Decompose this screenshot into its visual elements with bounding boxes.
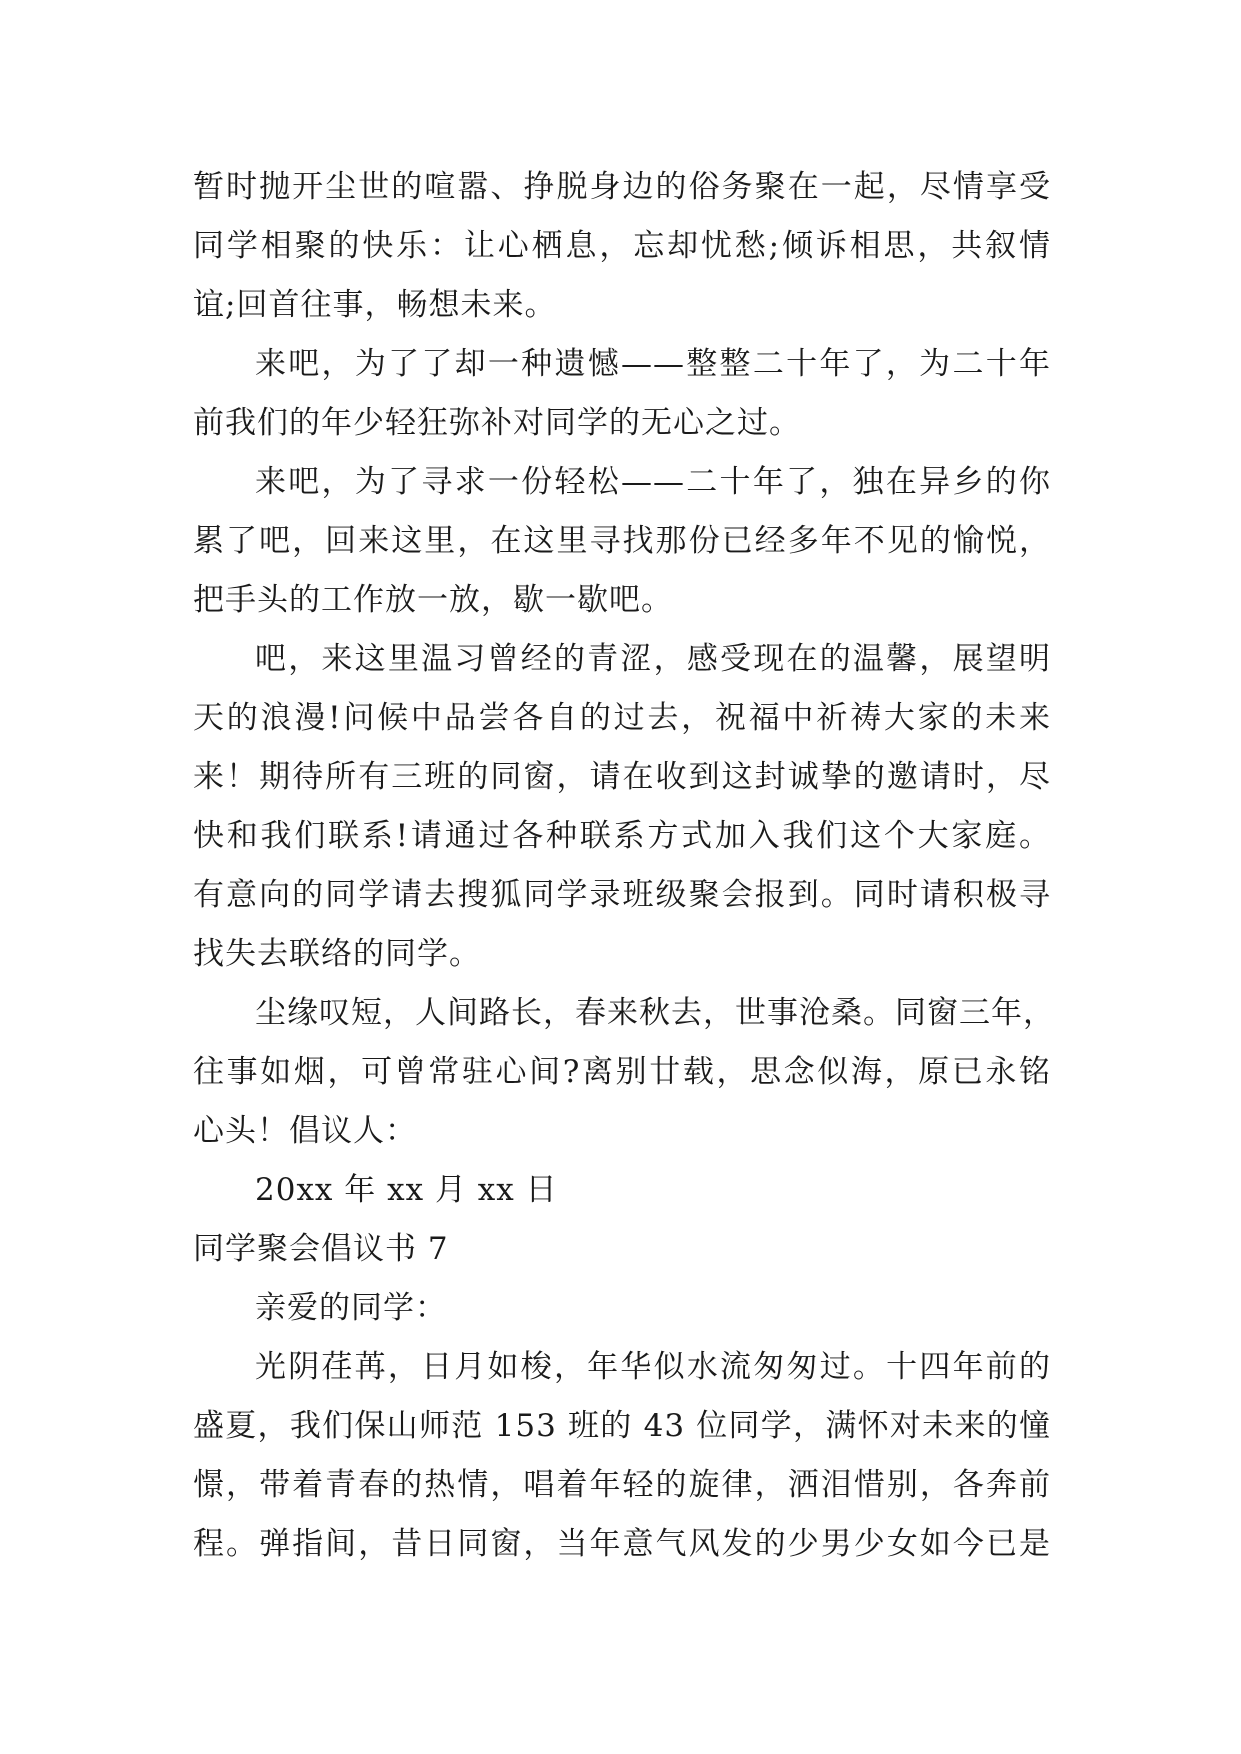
text-line: 天的浪漫!问候中品尝各自的过去，祝福中祈祷大家的未来 (193, 700, 1051, 736)
text-line: 累了吧，回来这里，在这里寻找那份已经多年不见的愉悦， (193, 523, 1051, 559)
text-line: 谊;回首往事，畅想未来。 (193, 287, 557, 323)
text-line: 快和我们联系!请通过各种联系方式加入我们这个大家庭。 (193, 818, 1051, 854)
text-line: 把手头的工作放一放，歇一歇吧。 (193, 582, 673, 618)
text-line: 来吧，为了寻求一份轻松——二十年了，独在异乡的你 (255, 464, 1051, 500)
text-line: 光阴荏苒，日月如梭，年华似水流匆匆过。十四年前的 (255, 1349, 1051, 1385)
text-line: 找失去联络的同学。 (193, 936, 481, 972)
text-line: 来吧，为了了却一种遗憾——整整二十年了，为二十年 (255, 346, 1051, 382)
text-line: 有意向的同学请去搜狐同学录班级聚会报到。同时请积极寻 (193, 877, 1051, 913)
text-line: 程。弹指间，昔日同窗，当年意气风发的少男少女如今已是 (193, 1526, 1051, 1562)
salutation: 亲爱的同学： (255, 1290, 447, 1326)
text-line: 憬，带着青春的热情，唱着年轻的旋律，洒泪惜别，各奔前 (193, 1467, 1051, 1503)
text-line: 来！期待所有三班的同窗，请在收到这封诚挚的邀请时，尽 (193, 759, 1051, 795)
text-line: 尘缘叹短，人间路长，春来秋去，世事沧桑。同窗三年， (255, 995, 1055, 1031)
text-line: 同学相聚的快乐：让心栖息，忘却忧愁;倾诉相思，共叙情 (193, 228, 1051, 264)
text-line: 盛夏，我们保山师范 153 班的 43 位同学，满怀对未来的憧 (193, 1408, 1051, 1444)
date-line: 20xx 年 xx 月 xx 日 (255, 1172, 558, 1208)
text-line: 前我们的年少轻狂弥补对同学的无心之过。 (193, 405, 801, 441)
text-line: 吧，来这里温习曾经的青涩，感受现在的温馨，展望明 (255, 641, 1051, 677)
section-heading: 同学聚会倡议书 7 (193, 1231, 449, 1267)
text-line: 心头！倡议人： (193, 1113, 417, 1149)
text-line: 暂时抛开尘世的喧嚣、挣脱身边的俗务聚在一起，尽情享受 (193, 169, 1051, 205)
text-line: 往事如烟，可曾常驻心间?离别廿载，思念似海，原已永铭 (193, 1054, 1051, 1090)
